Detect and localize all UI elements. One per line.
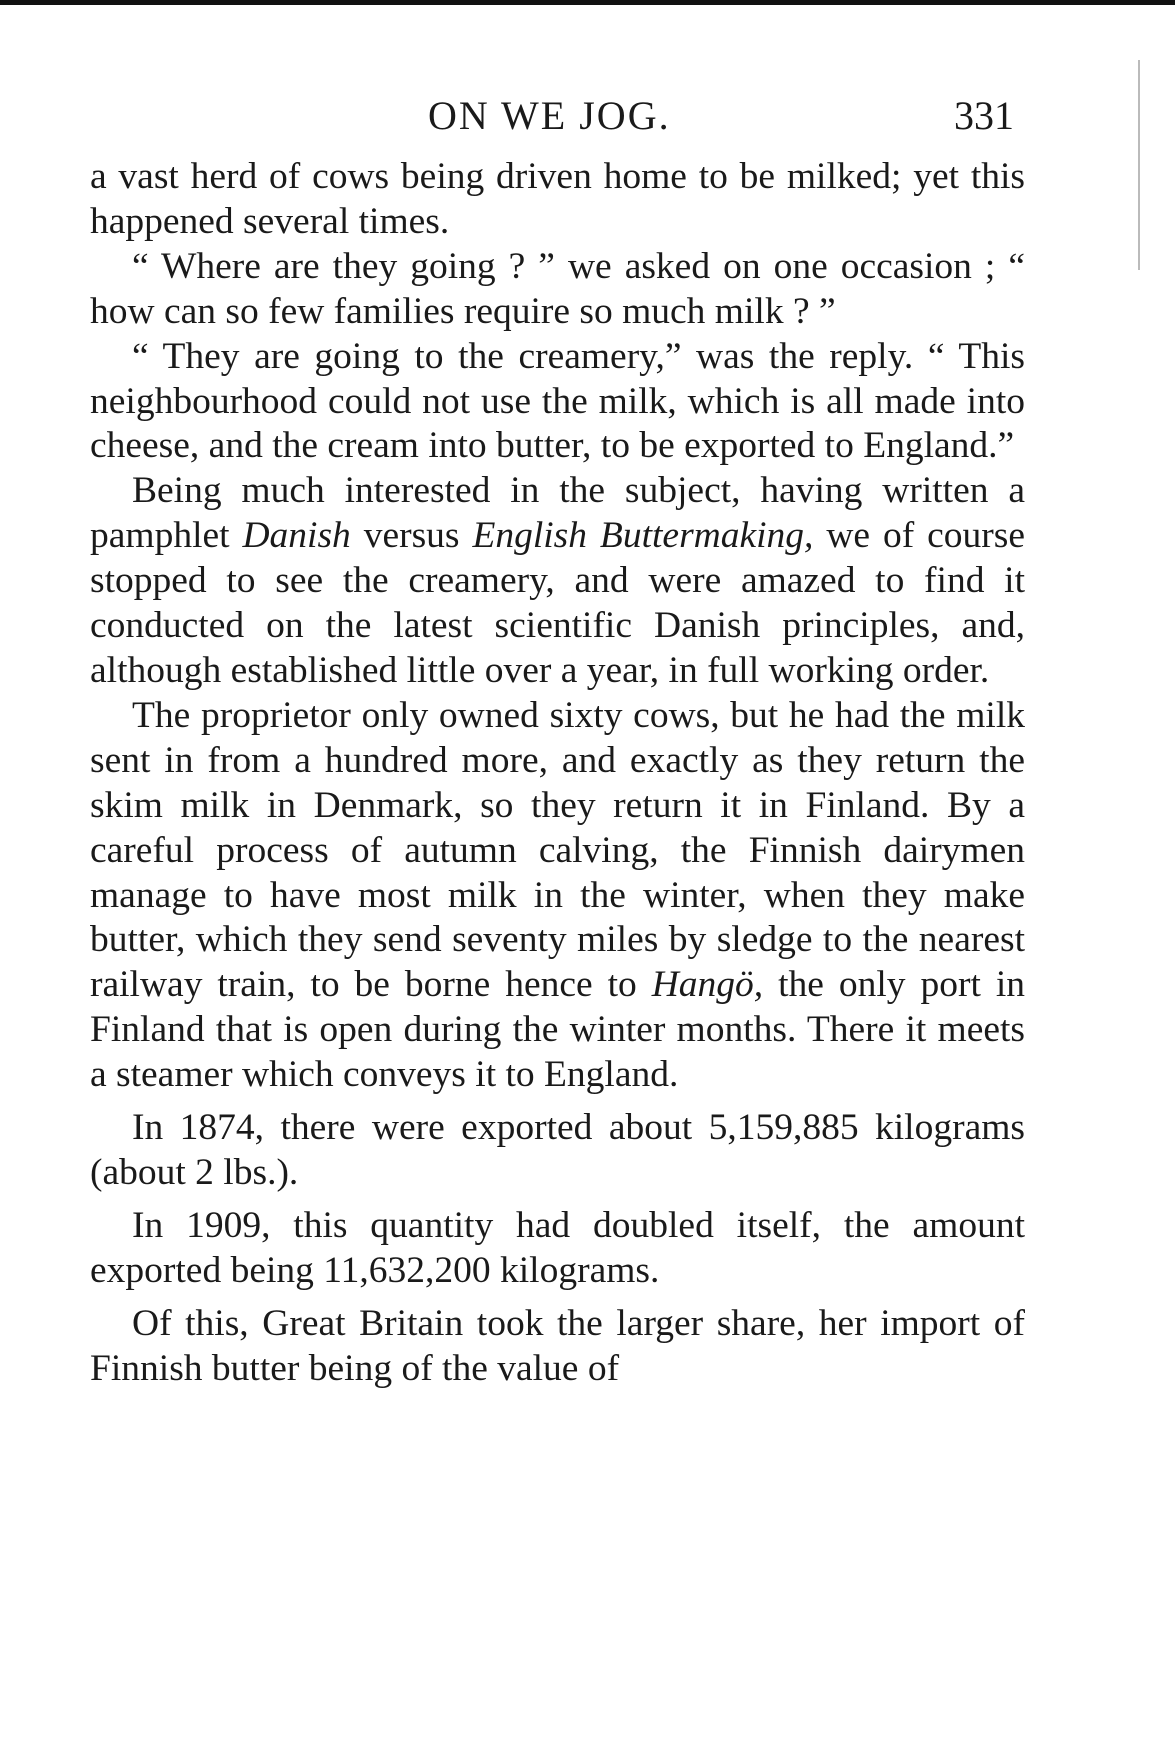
paragraph-creamery xyxy=(90,469,1025,694)
paragraph-text: the only port in Finland that is open during the winter months. There it meets a steamer which conveys it to England. xyxy=(90,964,1026,1096)
paragraph-reply: “ They are going to the creamery,” was the reply. “ This neighbourhood could not use the milk, which is all made into cheese, and the cream into butter, to be exported to England.” xyxy=(90,335,1025,467)
page-body xyxy=(90,155,1025,1391)
paragraph-great-britain: Of this, Great Britain took the larger share, her import of Finnish butter being of the value of xyxy=(90,1302,1025,1389)
paragraph-continued: a vast herd of cows being driven home to be milked; yet this happened several times. xyxy=(90,156,1025,242)
paragraph-proprietor xyxy=(90,694,1025,1098)
running-title: ON WE JOG. xyxy=(428,93,671,138)
paragraph-1909: In 1909, this quantity had doubled itself, the amount exported being 11,632,200 kilograms. xyxy=(90,1204,1025,1291)
paragraph-text: Being much interested in the subject, having written a pamphlet xyxy=(90,470,1025,557)
page-number: 331 xyxy=(954,93,1014,138)
italic-title: Danish xyxy=(242,515,351,557)
running-header xyxy=(0,92,1175,142)
italic-place: Hangö, xyxy=(651,964,764,1006)
paragraph-question: “ Where are they going ? ” we asked on one occasion ; “ how can so few families require so much milk ? ” xyxy=(90,245,1025,332)
paragraph-text: we of course stopped to see the creamery, and were amazed to find it conducted on the latest scientific Danish principles, and, although established little over a year, in full working order. xyxy=(90,515,1025,691)
paragraph-text: versus xyxy=(350,515,473,557)
paragraph-text: The proprietor only owned sixty cows, but he had the milk sent in from a hundred more, and exactly as they return the skim milk in Denmark, so they return it in Finland. By a careful process of autumn calving, the Finnish dairymen manage to have most milk in the winter, when they make butter, which they send seventy miles by sledge to the nearest railway train, to be borne hence to xyxy=(90,694,1025,1006)
paragraph-1874: In 1874, there were exported about 5,159,885 kilograms (about 2 lbs.). xyxy=(90,1107,1025,1193)
top-border-rule xyxy=(0,0,1175,5)
italic-title: English Buttermaking, xyxy=(472,515,814,557)
